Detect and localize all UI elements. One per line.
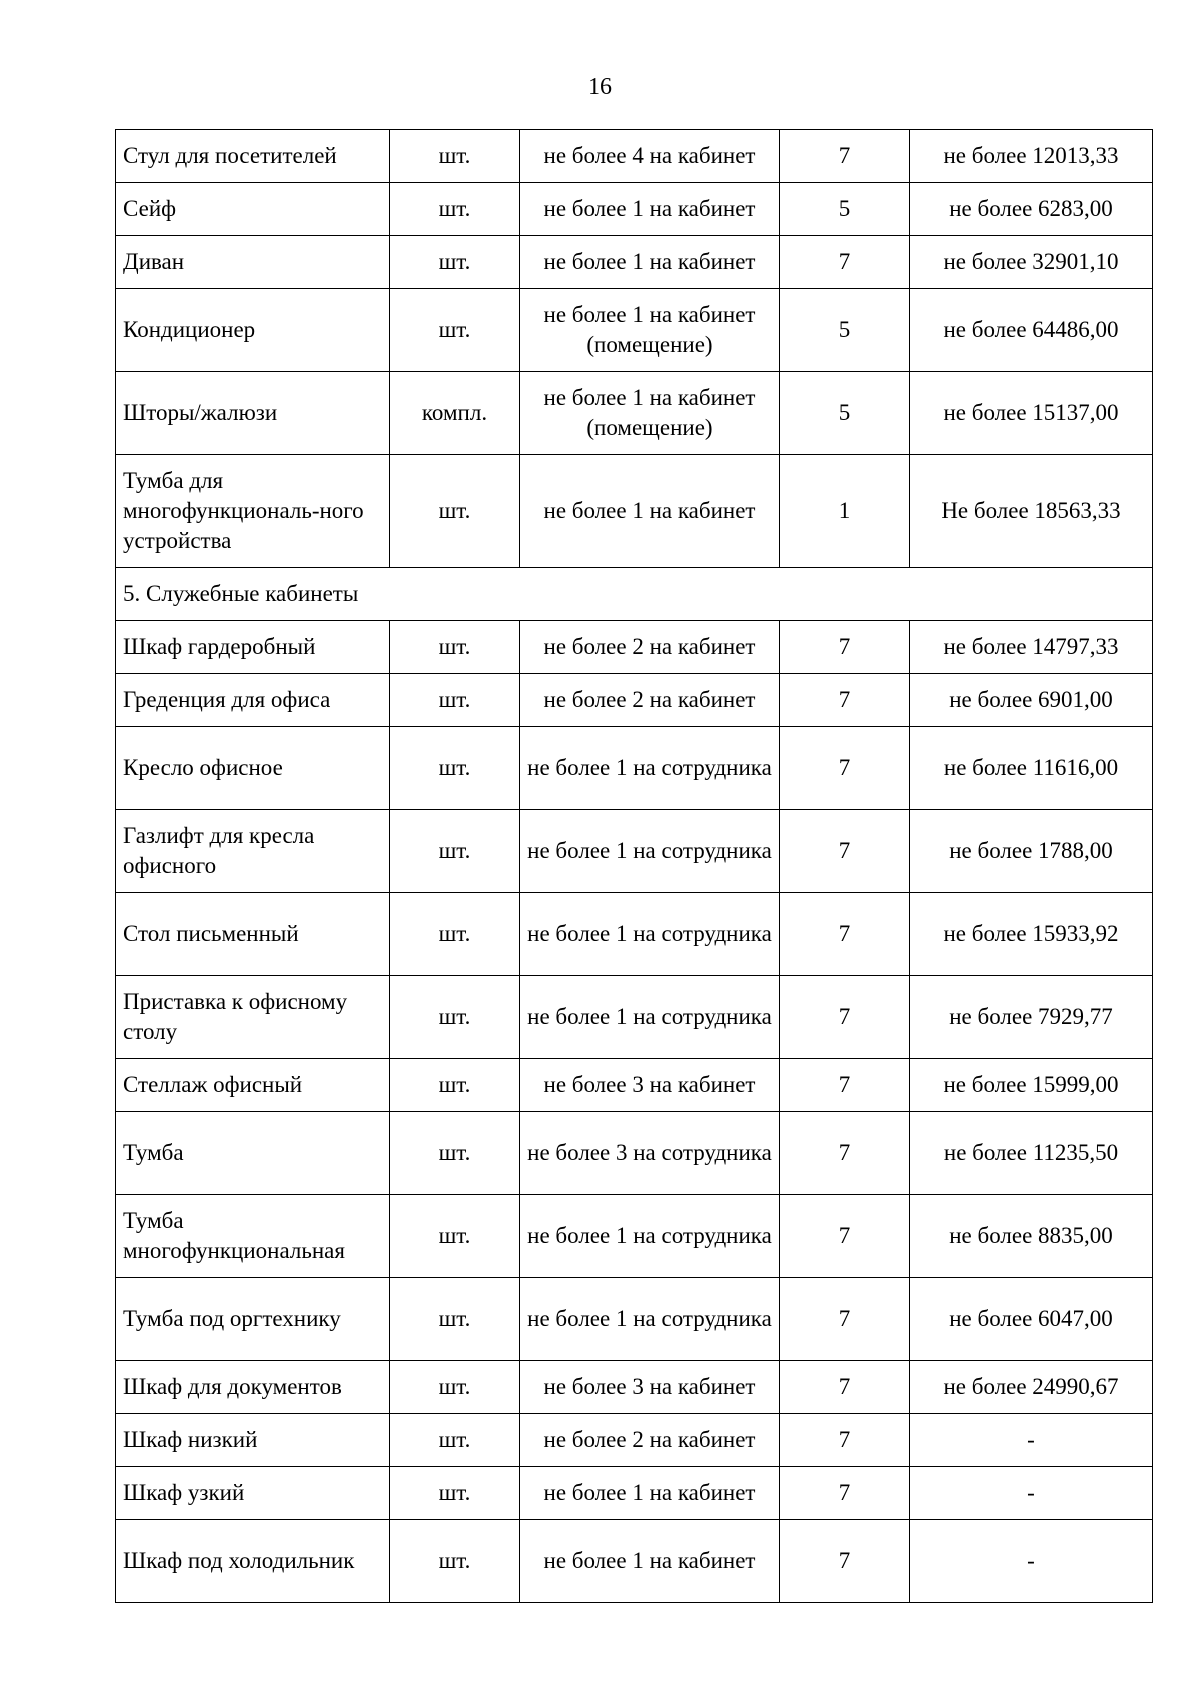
item-name: Шторы/жалюзи xyxy=(116,372,390,455)
item-norm: не более 1 на кабинет xyxy=(520,1520,780,1603)
item-name: Диван xyxy=(116,236,390,289)
item-term: 5 xyxy=(780,289,910,372)
section-row xyxy=(116,568,1153,621)
item-unit: шт. xyxy=(390,1195,520,1278)
item-name: Стеллаж офисный xyxy=(116,1059,390,1112)
item-unit: шт. xyxy=(390,455,520,568)
table-row xyxy=(116,1361,1153,1414)
item-unit: шт. xyxy=(390,1112,520,1195)
item-norm: не более 2 на кабинет xyxy=(520,674,780,727)
item-price: не более 12013,33 xyxy=(910,130,1153,183)
table-row xyxy=(116,727,1153,810)
item-name: Тумба для многофункциональ-ного устройства xyxy=(116,455,390,568)
table-row xyxy=(116,674,1153,727)
item-price: не более 11616,00 xyxy=(910,727,1153,810)
item-norm: не более 1 на кабинет xyxy=(520,183,780,236)
table-row xyxy=(116,1195,1153,1278)
table-row xyxy=(116,289,1153,372)
table-row xyxy=(116,893,1153,976)
furniture-norms-table xyxy=(115,129,1153,1603)
table-row xyxy=(116,976,1153,1059)
item-unit: шт. xyxy=(390,727,520,810)
item-price: не более 6283,00 xyxy=(910,183,1153,236)
item-norm: не более 1 на сотрудника xyxy=(520,1195,780,1278)
item-term: 7 xyxy=(780,1361,910,1414)
item-name: Шкаф для документов xyxy=(116,1361,390,1414)
item-unit: шт. xyxy=(390,976,520,1059)
table-row xyxy=(116,1278,1153,1361)
item-term: 7 xyxy=(780,621,910,674)
item-term: 5 xyxy=(780,372,910,455)
table-row xyxy=(116,236,1153,289)
table-row xyxy=(116,621,1153,674)
table-row xyxy=(116,1059,1153,1112)
item-price: не более 64486,00 xyxy=(910,289,1153,372)
item-unit: шт. xyxy=(390,1059,520,1112)
item-unit: шт. xyxy=(390,1414,520,1467)
item-term: 7 xyxy=(780,810,910,893)
item-norm: не более 1 на сотрудника xyxy=(520,810,780,893)
item-price: не более 6047,00 xyxy=(910,1278,1153,1361)
item-norm: не более 2 на кабинет xyxy=(520,621,780,674)
item-term: 7 xyxy=(780,976,910,1059)
item-norm: не более 1 на сотрудника xyxy=(520,976,780,1059)
item-norm: не более 1 на сотрудника xyxy=(520,727,780,810)
table-row xyxy=(116,372,1153,455)
table-row xyxy=(116,810,1153,893)
table-row xyxy=(116,1112,1153,1195)
item-unit: шт. xyxy=(390,236,520,289)
item-term: 7 xyxy=(780,1112,910,1195)
table-row xyxy=(116,1414,1153,1467)
item-name: Шкаф узкий xyxy=(116,1467,390,1520)
item-term: 7 xyxy=(780,674,910,727)
item-norm: не более 1 на кабинет xyxy=(520,236,780,289)
item-name: Сейф xyxy=(116,183,390,236)
page-number: 16 xyxy=(588,74,612,100)
item-unit: шт. xyxy=(390,1467,520,1520)
item-name: Приставка к офисному столу xyxy=(116,976,390,1059)
item-term: 7 xyxy=(780,1278,910,1361)
item-term: 7 xyxy=(780,1195,910,1278)
item-name: Греденция для офиса xyxy=(116,674,390,727)
item-term: 7 xyxy=(780,727,910,810)
item-name: Кресло офисное xyxy=(116,727,390,810)
item-norm: не более 3 на сотрудника xyxy=(520,1112,780,1195)
item-name: Тумба под оргтехнику xyxy=(116,1278,390,1361)
item-term: 7 xyxy=(780,1467,910,1520)
table-row xyxy=(116,183,1153,236)
item-name: Кондиционер xyxy=(116,289,390,372)
item-name: Шкаф низкий xyxy=(116,1414,390,1467)
table-row xyxy=(116,130,1153,183)
item-norm: не более 2 на кабинет xyxy=(520,1414,780,1467)
item-name: Стол письменный xyxy=(116,893,390,976)
item-term: 7 xyxy=(780,1520,910,1603)
item-price: Не более 18563,33 xyxy=(910,455,1153,568)
item-unit: шт. xyxy=(390,130,520,183)
item-unit: шт. xyxy=(390,1278,520,1361)
item-term: 5 xyxy=(780,183,910,236)
item-term: 7 xyxy=(780,893,910,976)
item-unit: шт. xyxy=(390,289,520,372)
item-norm: не более 1 на сотрудника xyxy=(520,1278,780,1361)
item-term: 7 xyxy=(780,1414,910,1467)
item-price: не более 7929,77 xyxy=(910,976,1153,1059)
item-norm: не более 3 на кабинет xyxy=(520,1059,780,1112)
item-price: не более 14797,33 xyxy=(910,621,1153,674)
item-price: не более 15137,00 xyxy=(910,372,1153,455)
item-norm: не более 4 на кабинет xyxy=(520,130,780,183)
item-unit: шт. xyxy=(390,183,520,236)
item-unit: шт. xyxy=(390,621,520,674)
item-term: 1 xyxy=(780,455,910,568)
item-price: не более 15999,00 xyxy=(910,1059,1153,1112)
item-name: Тумба xyxy=(116,1112,390,1195)
item-unit: компл. xyxy=(390,372,520,455)
item-unit: шт. xyxy=(390,1361,520,1414)
item-price: - xyxy=(910,1520,1153,1603)
item-name: Тумба многофункциональная xyxy=(116,1195,390,1278)
item-price: не более 1788,00 xyxy=(910,810,1153,893)
item-price: - xyxy=(910,1414,1153,1467)
table-row xyxy=(116,455,1153,568)
item-term: 7 xyxy=(780,130,910,183)
item-price: не более 15933,92 xyxy=(910,893,1153,976)
item-norm: не более 1 на кабинет xyxy=(520,455,780,568)
section-title: 5. Служебные кабинеты xyxy=(116,568,1153,621)
item-price: - xyxy=(910,1467,1153,1520)
item-price: не более 6901,00 xyxy=(910,674,1153,727)
item-name: Газлифт для кресла офисного xyxy=(116,810,390,893)
item-price: не более 32901,10 xyxy=(910,236,1153,289)
item-unit: шт. xyxy=(390,674,520,727)
item-price: не более 24990,67 xyxy=(910,1361,1153,1414)
table-row xyxy=(116,1520,1153,1603)
item-term: 7 xyxy=(780,1059,910,1112)
item-norm: не более 1 на кабинет (помещение) xyxy=(520,372,780,455)
item-unit: шт. xyxy=(390,1520,520,1603)
item-name: Шкаф гардеробный xyxy=(116,621,390,674)
item-price: не более 11235,50 xyxy=(910,1112,1153,1195)
table-row xyxy=(116,1467,1153,1520)
item-unit: шт. xyxy=(390,893,520,976)
item-term: 7 xyxy=(780,236,910,289)
item-unit: шт. xyxy=(390,810,520,893)
item-norm: не более 1 на сотрудника xyxy=(520,893,780,976)
item-norm: не более 1 на кабинет xyxy=(520,1467,780,1520)
item-norm: не более 3 на кабинет xyxy=(520,1361,780,1414)
item-name: Шкаф под холодильник xyxy=(116,1520,390,1603)
item-price: не более 8835,00 xyxy=(910,1195,1153,1278)
item-name: Стул для посетителей xyxy=(116,130,390,183)
item-norm: не более 1 на кабинет (помещение) xyxy=(520,289,780,372)
